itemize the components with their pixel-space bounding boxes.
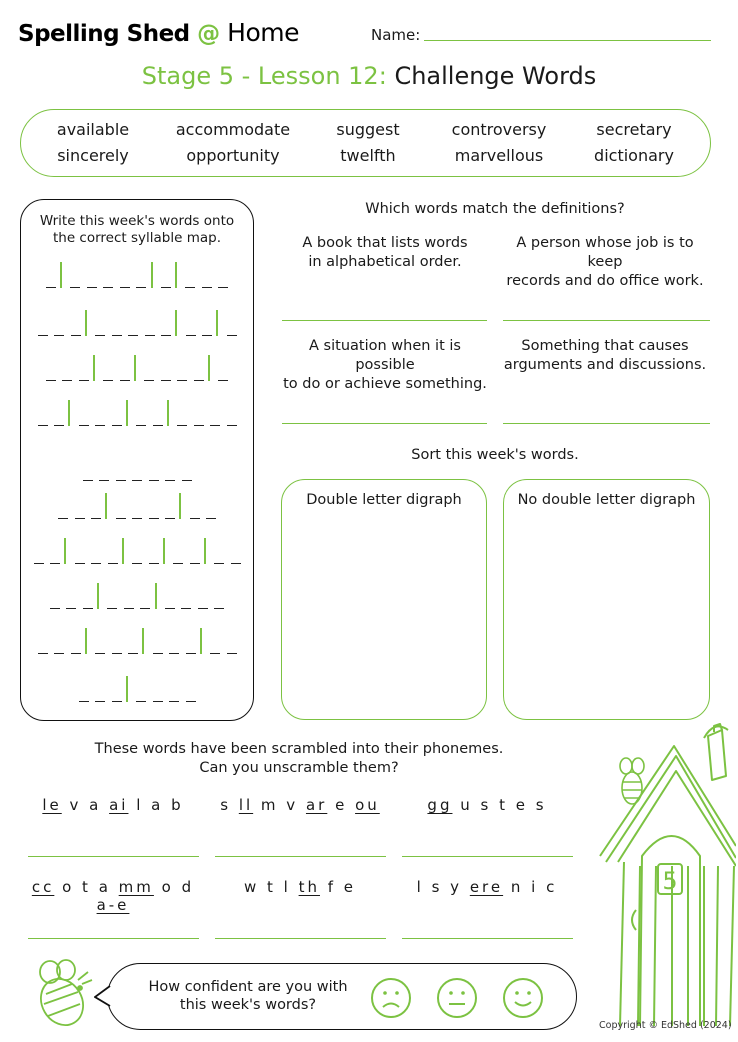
letter-dash: [71, 335, 81, 336]
scramble-answer-line[interactable]: [402, 938, 573, 939]
letter-dash: [190, 563, 200, 564]
name-label: Name:: [371, 26, 421, 44]
word-item: twelfth: [340, 146, 396, 165]
letter-dash: [194, 380, 204, 381]
copyright: Copyright © EdShed (2024): [599, 1020, 732, 1031]
letter-dash: [54, 335, 64, 336]
letter-dash: [95, 425, 105, 426]
letter-dash: [112, 701, 122, 702]
letter-dash: [128, 653, 138, 654]
letter-dash: [116, 480, 126, 481]
letter-dash: [71, 653, 81, 654]
syllable-bar: [64, 538, 66, 564]
word-item: accommodate: [175, 120, 291, 139]
syllable-bar: [68, 400, 70, 426]
confidence-question: How confident are you with this week's words?: [148, 979, 348, 1013]
letter-dash: [83, 608, 93, 609]
scrambled-word: w t l th f e: [243, 878, 357, 896]
letter-dash: [173, 563, 183, 564]
letter-dash: [112, 653, 122, 654]
letter-dash: [79, 380, 89, 381]
letter-dash: [210, 425, 220, 426]
word-item: dictionary: [594, 146, 674, 165]
letter-dash: [210, 653, 220, 654]
letter-dash: [91, 518, 101, 519]
letter-dash: [227, 653, 237, 654]
letter-dash: [206, 518, 216, 519]
letter-dash: [185, 287, 195, 288]
letter-dash: [112, 335, 122, 336]
letter-dash: [227, 425, 237, 426]
word-item: opportunity: [186, 146, 280, 165]
letter-dash: [38, 335, 48, 336]
letter-dash: [38, 653, 48, 654]
letter-dash: [181, 608, 191, 609]
letter-dash: [227, 335, 237, 336]
scrambled-word: gg u s t e s: [427, 796, 547, 814]
letter-dash: [190, 518, 200, 519]
letter-dash: [202, 287, 212, 288]
letter-dash: [144, 380, 154, 381]
letter-dash: [107, 608, 117, 609]
letter-dash: [140, 608, 150, 609]
letter-dash: [79, 701, 89, 702]
syllable-map-row[interactable]: [20, 583, 254, 613]
syllable-bar: [216, 310, 218, 336]
letter-dash: [218, 287, 228, 288]
syllable-bar: [60, 262, 62, 288]
sort-box-no-double[interactable]: [503, 479, 710, 720]
syllable-map-row[interactable]: [20, 628, 254, 658]
page-title: Stage 5 - Lesson 12: Challenge Words: [141, 62, 597, 90]
letter-dash: [95, 653, 105, 654]
bee-icon: [28, 958, 94, 1032]
letter-dash: [112, 425, 122, 426]
syllable-bar: [126, 676, 128, 702]
word-item: suggest: [336, 120, 400, 139]
definitions-title: Which words match the definitions?: [365, 201, 625, 217]
letter-dash: [177, 425, 187, 426]
syllable-map-row[interactable]: [20, 676, 254, 706]
syllable-map-row[interactable]: [20, 355, 254, 385]
letter-dash: [153, 701, 163, 702]
scramble-answer-line[interactable]: [215, 938, 386, 939]
letter-dash: [132, 480, 142, 481]
letter-dash: [66, 608, 76, 609]
letter-dash: [169, 653, 179, 654]
syllable-bar: [142, 628, 144, 654]
syllable-bar: [175, 262, 177, 288]
definition-text: Something that causes arguments and discussions.: [503, 338, 707, 373]
letter-dash: [108, 563, 118, 564]
scramble-title: These words have been scrambled into their phonemes. Can you unscramble them?: [94, 741, 504, 776]
syllable-map-row[interactable]: [20, 400, 254, 430]
letter-dash: [136, 425, 146, 426]
letter-dash: [34, 563, 44, 564]
letter-dash: [186, 335, 196, 336]
syllable-map-row[interactable]: [20, 310, 254, 340]
letter-dash: [38, 425, 48, 426]
letter-dash: [132, 518, 142, 519]
scramble-answer-line[interactable]: [28, 856, 199, 857]
definition-answer-line[interactable]: [503, 423, 710, 424]
letter-dash: [214, 608, 224, 609]
syllable-bar: [134, 355, 136, 381]
scramble-answer-line[interactable]: [215, 856, 386, 857]
neutral-face-icon[interactable]: [436, 977, 478, 1019]
letter-dash: [194, 425, 204, 426]
letter-dash: [95, 335, 105, 336]
syllable-bar: [155, 583, 157, 609]
letter-dash: [50, 563, 60, 564]
letter-dash: [149, 563, 159, 564]
syllable-bar: [208, 355, 210, 381]
spelling-shed-logo: Spelling Shed @ Home: [18, 18, 299, 47]
letter-dash: [103, 287, 113, 288]
letter-dash: [214, 563, 224, 564]
letter-dash: [75, 563, 85, 564]
sort-box-double[interactable]: [281, 479, 487, 720]
letter-dash: [46, 287, 56, 288]
definition-text: A person whose job is to keep records and do office work.: [506, 235, 704, 289]
letter-dash: [50, 608, 60, 609]
shed-number: 5: [662, 867, 678, 895]
letter-dash: [186, 653, 196, 654]
letter-dash: [149, 518, 159, 519]
sort-label-no-double: No double letter digraph: [517, 492, 696, 508]
shed-illustration: [596, 716, 736, 1026]
letter-dash: [99, 480, 109, 481]
syllable-bar: [200, 628, 202, 654]
sort-title: Sort this week's words.: [411, 447, 579, 463]
syllable-map-row[interactable]: [20, 262, 254, 292]
letter-dash: [202, 335, 212, 336]
happy-face-icon[interactable]: [502, 977, 544, 1019]
letter-dash: [198, 608, 208, 609]
letter-dash: [79, 425, 89, 426]
letter-dash: [87, 287, 97, 288]
name-field-line[interactable]: [424, 40, 711, 41]
letter-dash: [120, 287, 130, 288]
syllable-bar: [126, 400, 128, 426]
definition-answer-line[interactable]: [282, 423, 487, 424]
letter-dash: [58, 518, 68, 519]
letter-dash: [116, 518, 126, 519]
syllable-bar: [85, 310, 87, 336]
definition-answer-line[interactable]: [503, 320, 710, 321]
letter-dash: [161, 335, 171, 336]
letter-dash: [145, 335, 155, 336]
syllable-bar: [179, 493, 181, 519]
definition-text: A situation when it is possible to do or achieve something.: [283, 338, 487, 392]
letter-dash: [136, 701, 146, 702]
syllable-bar: [163, 538, 165, 564]
syllable-map-row[interactable]: [20, 455, 254, 485]
word-item: secretary: [596, 120, 672, 139]
word-item: sincerely: [57, 146, 129, 165]
scrambled-word: cc o t a mm o d a-e: [31, 878, 195, 914]
word-item: available: [56, 120, 130, 139]
letter-dash: [54, 653, 64, 654]
definition-answer-line[interactable]: [282, 320, 487, 321]
letter-dash: [161, 380, 171, 381]
word-item: controversy: [451, 120, 547, 139]
letter-dash: [70, 287, 80, 288]
letter-dash: [218, 380, 228, 381]
sort-label-double: Double letter digraph: [306, 492, 462, 508]
syllable-bar: [97, 583, 99, 609]
letter-dash: [161, 287, 171, 288]
letter-dash: [186, 701, 196, 702]
syllable-bar: [93, 355, 95, 381]
letter-dash: [136, 287, 146, 288]
letter-dash: [153, 653, 163, 654]
syllable-bar: [167, 400, 169, 426]
syllable-bar: [105, 493, 107, 519]
syllable-bar: [175, 310, 177, 336]
letter-dash: [153, 425, 163, 426]
letter-dash: [103, 380, 113, 381]
letter-dash: [169, 701, 179, 702]
letter-dash: [165, 480, 175, 481]
letter-dash: [128, 335, 138, 336]
letter-dash: [231, 563, 241, 564]
word-item: marvellous: [454, 146, 544, 165]
letter-dash: [83, 480, 93, 481]
scrambled-word: s ll m v ar e ou: [220, 796, 380, 814]
scramble-answer-line[interactable]: [28, 938, 199, 939]
letter-dash: [177, 380, 187, 381]
letter-dash: [132, 563, 142, 564]
scrambled-word: le v a ai l a b: [42, 796, 184, 814]
scramble-answer-line[interactable]: [402, 856, 573, 857]
letter-dash: [75, 518, 85, 519]
definition-text: A book that lists words in alphabetical order.: [302, 235, 468, 270]
syllable-bar: [85, 628, 87, 654]
sad-face-icon[interactable]: [370, 977, 412, 1019]
scrambled-word: l s y ere n i c: [416, 878, 558, 896]
letter-dash: [91, 563, 101, 564]
letter-dash: [165, 518, 175, 519]
letter-dash: [182, 480, 192, 481]
letter-dash: [124, 608, 134, 609]
letter-dash: [95, 701, 105, 702]
syllable-map-title: Write this week's words onto the correct syllable map.: [39, 213, 235, 246]
syllable-map-row[interactable]: [20, 493, 254, 523]
letter-dash: [54, 425, 64, 426]
letter-dash: [120, 380, 130, 381]
syllable-map-row[interactable]: [20, 538, 254, 568]
letter-dash: [149, 480, 159, 481]
syllable-bar: [122, 538, 124, 564]
speech-tail-icon: [94, 985, 112, 1007]
syllable-bar: [204, 538, 206, 564]
syllable-bar: [151, 262, 153, 288]
letter-dash: [165, 608, 175, 609]
letter-dash: [46, 380, 56, 381]
letter-dash: [62, 380, 72, 381]
